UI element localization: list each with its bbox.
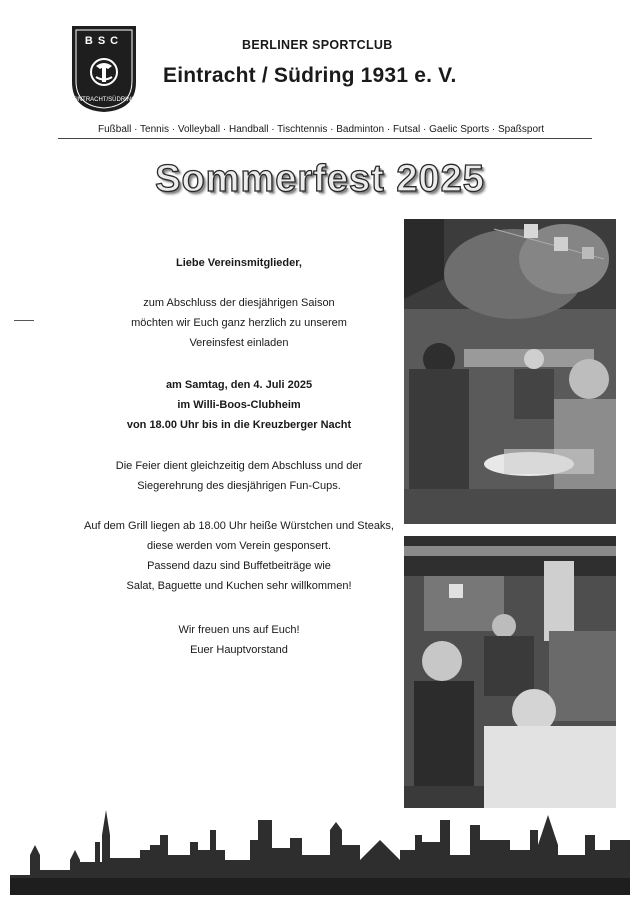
signature: Euer Hauptvorstand: [190, 644, 288, 656]
club-logo: [68, 24, 140, 114]
intro-line: zum Abschluss der diesjährigen Saison: [143, 297, 335, 309]
fold-mark: [14, 320, 34, 321]
logo-text: BSC: [84, 35, 124, 47]
intro-line: Vereinsfest einladen: [189, 337, 289, 349]
event-date: am Samtag, den 4. Juli 2025: [165, 379, 313, 391]
event-title: Sommerfest 2025: [155, 158, 485, 200]
purpose-paragraph: [84, 456, 394, 496]
svg-text:EINTRACHT/SÜDRING: EINTRACHT/SÜDRING: [72, 97, 136, 103]
sports-list: Fußball · Tennis · Volleyball · Handball · Tischtennis · Badminton · Futsal · Gaelic Sports · Spaßsport: [98, 124, 545, 135]
berlin-skyline-illustration: [10, 800, 630, 895]
purpose-line: Siegerehrung des diesjährigen Fun-Cups.: [137, 480, 341, 492]
greeting: Liebe Vereinsmitglieder,: [176, 257, 302, 269]
food-paragraph: [74, 516, 404, 596]
club-name: Eintracht / Südring 1931 e. V.: [163, 64, 457, 87]
party-photo-2: [404, 536, 616, 808]
event-time: von 18.00 Uhr bis in die Kreuzberger Nacht: [126, 419, 352, 431]
header-divider: [58, 138, 592, 139]
food-line: Auf dem Grill liegen ab 18.00 Uhr heiße Würstchen und Steaks,: [84, 520, 394, 532]
intro-line: möchten wir Euch ganz herzlich zu unserem: [131, 317, 347, 329]
purpose-line: Die Feier dient gleichzeitig dem Abschluss und der: [115, 460, 363, 472]
event-details: [84, 375, 394, 435]
intro-paragraph: [84, 293, 394, 353]
food-line: Salat, Baguette und Kuchen sehr willkommen!: [126, 580, 352, 592]
event-location: im Willi-Boos-Clubheim: [177, 399, 301, 411]
closing-line: Wir freuen uns auf Euch!: [178, 624, 300, 636]
club-subtitle: BERLINER SPORTCLUB: [242, 38, 393, 52]
closing: [84, 620, 394, 660]
party-photo-1: [404, 219, 616, 524]
food-line: diese werden vom Verein gesponsert.: [146, 540, 332, 552]
food-line: Passend dazu sind Buffetbeiträge wie: [147, 560, 331, 572]
